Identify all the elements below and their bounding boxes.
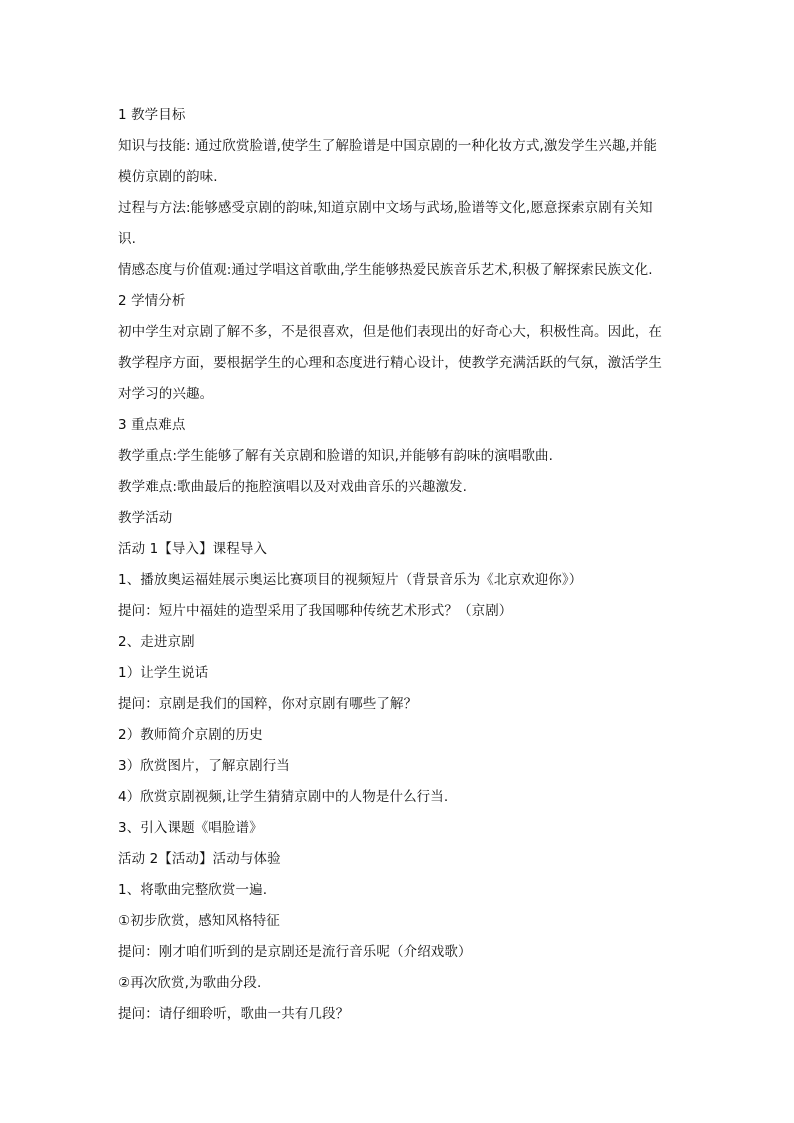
- paragraph-line: 初中学生对京剧了解不多，不是很喜欢，但是他们表现出的好奇心大，积极性高。因此，在: [118, 324, 662, 340]
- list-item: 1、将歌曲完整欣赏一遍.: [118, 882, 268, 898]
- paragraph-line: 模仿京剧的韵味.: [118, 169, 218, 185]
- paragraph-line: 对学习的兴趣。: [118, 386, 214, 402]
- question-line: 提问：刚才咱们听到的是京剧还是流行音乐呢（介绍戏歌）: [118, 944, 472, 960]
- document-body: [118, 100, 683, 1030]
- list-item: 3、引入课题《唱脸谱》: [118, 820, 263, 836]
- section-heading-key-points: 3 重点难点: [118, 417, 186, 433]
- paragraph-line: 教学程序方面，要根据学生的心理和态度进行精心设计，使教学充满活跃的气氛，激活学生: [118, 355, 662, 371]
- question-line: 提问：京剧是我们的国粹，你对京剧有哪些了解？: [118, 696, 418, 712]
- paragraph-line: 情感态度与价值观:通过学唱这首歌曲,学生能够热爱民族音乐艺术,积极了解探索民族文化.: [118, 262, 653, 278]
- paragraph-line: 教学难点:歌曲最后的拖腔演唱以及对戏曲音乐的兴趣激发.: [118, 479, 468, 495]
- list-item: 3）欣赏图片，了解京剧行当: [118, 758, 290, 774]
- list-item: 4）欣赏京剧视频,让学生猜猜京剧中的人物是什么行当.: [118, 789, 449, 805]
- paragraph-line: 知识与技能: 通过欣赏脸谱,使学生了解脸谱是中国京剧的一种化妆方式,激发学生兴趣,并能: [118, 138, 658, 154]
- list-item: 1）让学生说话: [118, 665, 209, 681]
- list-item: 1、播放奥运福娃展示奥运比赛项目的视频短片（背景音乐为《北京欢迎你》）: [118, 572, 583, 588]
- paragraph-line: 过程与方法:能够感受京剧的韵味,知道京剧中文场与武场,脸谱等文化,愿意探索京剧有关知: [118, 200, 653, 216]
- activity-heading: 活动 2【活动】活动与体验: [118, 851, 281, 867]
- question-line: 提问：请仔细聆听，歌曲一共有几段？: [118, 1006, 350, 1022]
- list-item: 2）教师简介京剧的历史: [118, 727, 263, 743]
- paragraph-line: 教学重点:学生能够了解有关京剧和脸谱的知识,并能够有韵味的演唱歌曲.: [118, 448, 554, 464]
- question-line: 提问：短片中福娃的造型采用了我国哪种传统艺术形式？（京剧）: [118, 603, 513, 619]
- section-heading-activities: 教学活动: [118, 510, 173, 526]
- list-item: ①初步欣赏，感知风格特征: [118, 913, 280, 929]
- section-heading-analysis: 2 学情分析: [118, 293, 186, 309]
- paragraph-line: 识.: [118, 231, 136, 247]
- section-heading-objectives: 1 教学目标: [118, 107, 186, 123]
- list-item: ②再次欣赏,为歌曲分段.: [118, 975, 262, 991]
- activity-heading: 活动 1【导入】课程导入: [118, 541, 268, 557]
- list-item: 2、走进京剧: [118, 634, 195, 650]
